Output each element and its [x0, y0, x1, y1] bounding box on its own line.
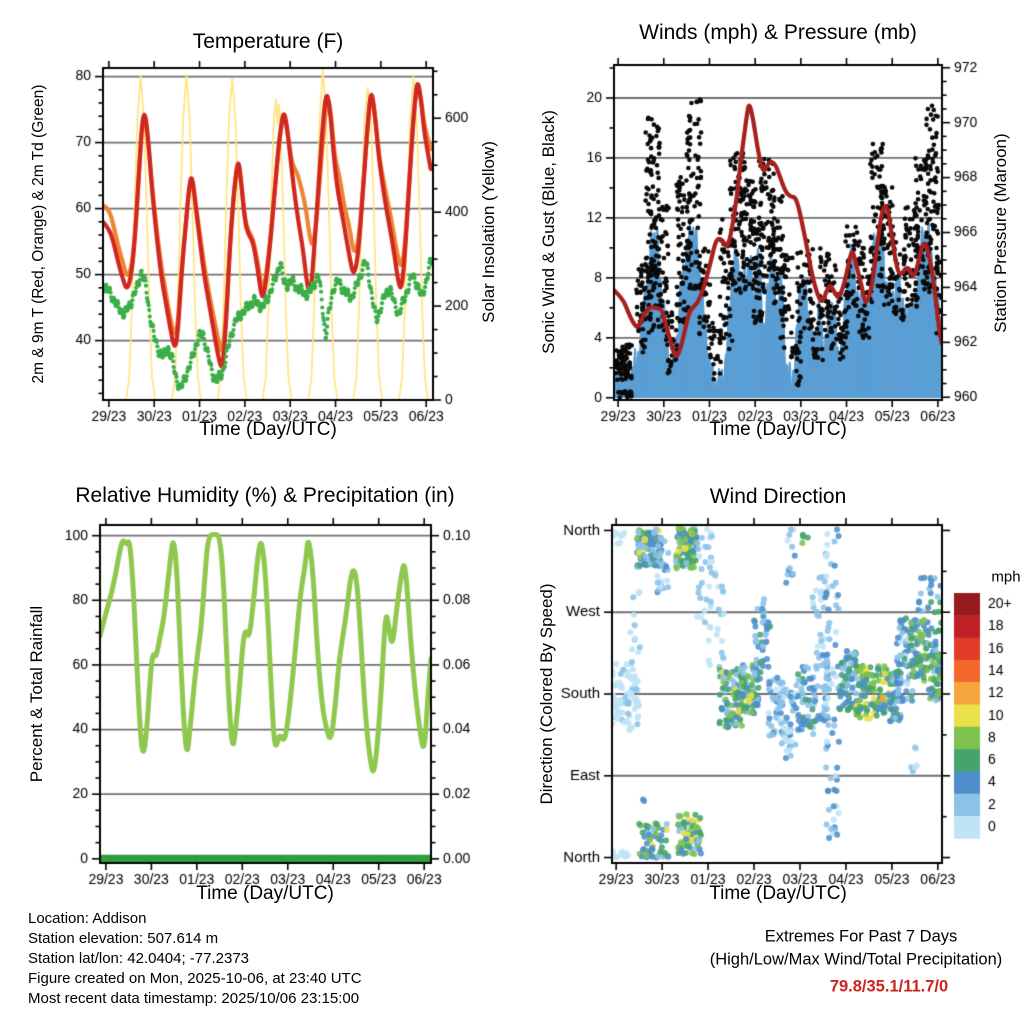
winds-time-axis-label: Time (Day/UTC) — [709, 419, 847, 440]
wind-direction-panel-title: Wind Direction — [709, 485, 847, 508]
solar-insolation-axis-label: Solar Insolation (Yellow) — [479, 141, 498, 323]
station-pressure-axis-label: Station Pressure (Maroon) — [991, 133, 1010, 333]
humidity-time-axis-label: Time (Day/UTC) — [196, 883, 334, 904]
extremes-subheading: (High/Low/Max Wind/Total Precipitation) — [709, 950, 1003, 969]
station-elevation-line: Station elevation: 507.614 m — [28, 930, 219, 947]
wind-direction-time-axis-label: Time (Day/UTC) — [709, 883, 847, 904]
recent-data-line: Most recent data timestamp: 2025/10/06 23:15:00 — [28, 990, 360, 1007]
winds-pressure-panel-title: Winds (mph) & Pressure (mb) — [639, 21, 917, 44]
percent-rainfall-axis-label: Percent & Total Rainfall — [27, 605, 46, 783]
station-info — [28, 909, 362, 1009]
station-location-line: Location: Addison — [28, 910, 147, 927]
figure-created-line: Figure created on Mon, 2025-10-06, at 23:40 UTC — [28, 970, 362, 987]
temperature-left-axis-label: 2m & 9m T (Red, Orange) & 2m Td (Green) — [30, 84, 47, 384]
temperature-time-axis-label: Time (Day/UTC) — [199, 419, 337, 440]
temperature-panel-title: Temperature (F) — [192, 30, 344, 53]
direction-axis-label: Direction (Colored By Speed) — [537, 583, 556, 805]
station-latlon-line: Station lat/lon: 42.0404; -77.2373 — [28, 950, 250, 967]
colorbar-units-label: mph — [991, 568, 1021, 586]
extremes-values: 79.8/35.1/11.7/0 — [829, 977, 949, 996]
humidity-precip-panel-title: Relative Humidity (%) & Precipitation (in) — [75, 484, 455, 507]
extremes-heading: Extremes For Past 7 Days — [764, 927, 958, 946]
sonic-wind-axis-label: Sonic Wind & Gust (Blue, Black) — [539, 110, 558, 354]
